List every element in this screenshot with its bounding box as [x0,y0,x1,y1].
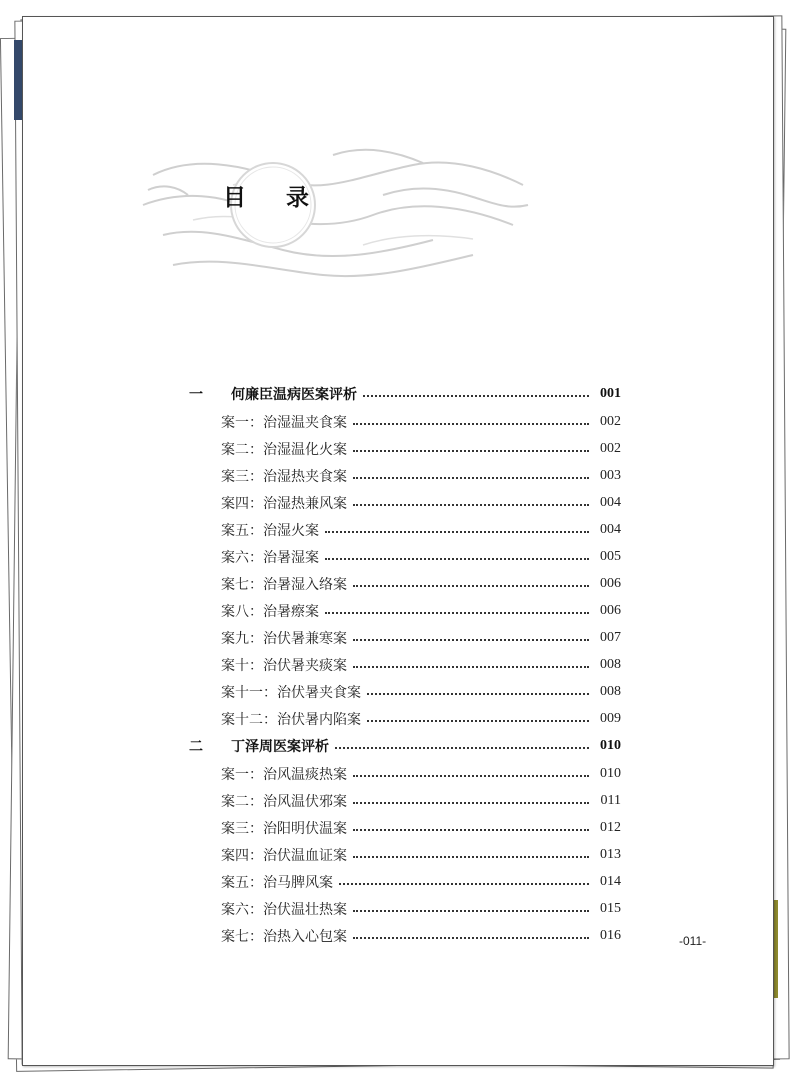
dot-leader [353,666,589,668]
dot-leader [353,639,589,641]
entry-title: 案四：治伏温血证案 [221,848,347,864]
dot-leader [353,585,589,587]
dot-leader [353,829,589,831]
toc-entry[interactable] [221,898,621,920]
entry-title: 案六：治伏温壮热案 [221,902,347,918]
toc-entry[interactable] [221,790,621,812]
toc-entry[interactable] [221,925,621,947]
section-number: 二 [189,738,203,754]
page-ref: 009 [600,711,621,726]
entry-title: 案一：治湿温夹食案 [221,415,347,431]
toc-entry[interactable] [221,681,621,703]
page-ref: 004 [600,522,621,537]
toc-entry[interactable] [221,492,621,514]
cover-edge [14,40,22,120]
page-ref: 007 [600,630,621,645]
toc-entry[interactable] [221,871,621,893]
entry-title: 案七：治热入心包案 [221,929,347,945]
dot-leader [363,395,589,397]
dot-leader [353,423,589,425]
dot-leader [353,802,589,804]
toc-entry[interactable] [221,546,621,568]
toc-section-row[interactable] [189,383,621,405]
toc-entry[interactable] [221,817,621,839]
toc-entry[interactable] [221,763,621,785]
toc-entry[interactable] [221,438,621,460]
entry-title: 案十：治伏暑夹痰案 [221,658,347,674]
entry-title: 案十二：治伏暑内陷案 [221,712,361,728]
page-ref: 012 [600,820,621,835]
toc-entry[interactable] [221,708,621,730]
page-ref: 016 [600,928,621,943]
entry-title: 案八：治暑瘵案 [221,604,319,620]
page-ref: 008 [600,657,621,672]
toc-entry[interactable] [221,844,621,866]
dot-leader [339,883,589,885]
dot-leader [353,856,589,858]
dot-leader [367,693,589,695]
toc-entry[interactable] [221,573,621,595]
dot-leader [353,504,589,506]
dot-leader [353,937,589,939]
dot-leader [325,612,589,614]
entry-title: 案一：治风温痰热案 [221,767,347,783]
page-ref: 010 [600,738,621,753]
toc-entry[interactable] [221,465,621,487]
section-number: 一 [189,386,203,402]
entry-title: 案九：治伏暑兼寒案 [221,631,347,647]
page-ref: 006 [600,576,621,591]
entry-title: 案四：治湿热兼风案 [221,496,347,512]
page-ref: 010 [600,766,621,781]
section-title: 何廉臣温病医案评析 [231,386,357,402]
page-ref: 004 [600,495,621,510]
toc-entry[interactable] [221,411,621,433]
page-ref: 011 [600,793,621,808]
dot-leader [367,720,589,722]
toc-entry[interactable] [221,654,621,676]
document-page [22,16,774,1066]
entry-title: 案十一：治伏暑夹食案 [221,685,361,701]
entry-title: 案三：治湿热夹食案 [221,469,347,485]
entry-title: 案五：治马脾风案 [221,875,333,891]
page-ref: 002 [600,441,621,456]
entry-title: 案三：治阳明伏温案 [221,821,347,837]
page-ref: 006 [600,603,621,618]
dot-leader [325,558,589,560]
cloud-ornament [133,135,533,285]
page-ref: 003 [600,468,621,483]
toc-entry[interactable] [221,519,621,541]
section-title: 丁泽周医案评析 [231,738,329,754]
dot-leader [353,775,589,777]
toc-section-row[interactable] [189,735,621,757]
page-ref: 002 [600,414,621,429]
page-ref: 008 [600,684,621,699]
page-ref: 013 [600,847,621,862]
page-ref: 014 [600,874,621,889]
entry-title: 案七：治暑湿入络案 [221,577,347,593]
entry-title: 案五：治湿火案 [221,523,319,539]
toc-entry[interactable] [221,600,621,622]
page-ref: 005 [600,549,621,564]
dot-leader [353,477,589,479]
dot-leader [325,531,589,533]
page-ref: 001 [600,386,621,401]
entry-title: 案二：治风温伏邪案 [221,794,347,810]
entry-title: 案二：治湿温化火案 [221,442,347,458]
entry-title: 案六：治暑湿案 [221,550,319,566]
page-number: -011- [679,934,707,948]
dot-leader [335,747,589,749]
dot-leader [353,450,589,452]
dot-leader [353,910,589,912]
toc-entry[interactable] [221,627,621,649]
page-title: 目 录 [223,184,326,211]
page-ref: 015 [600,901,621,916]
